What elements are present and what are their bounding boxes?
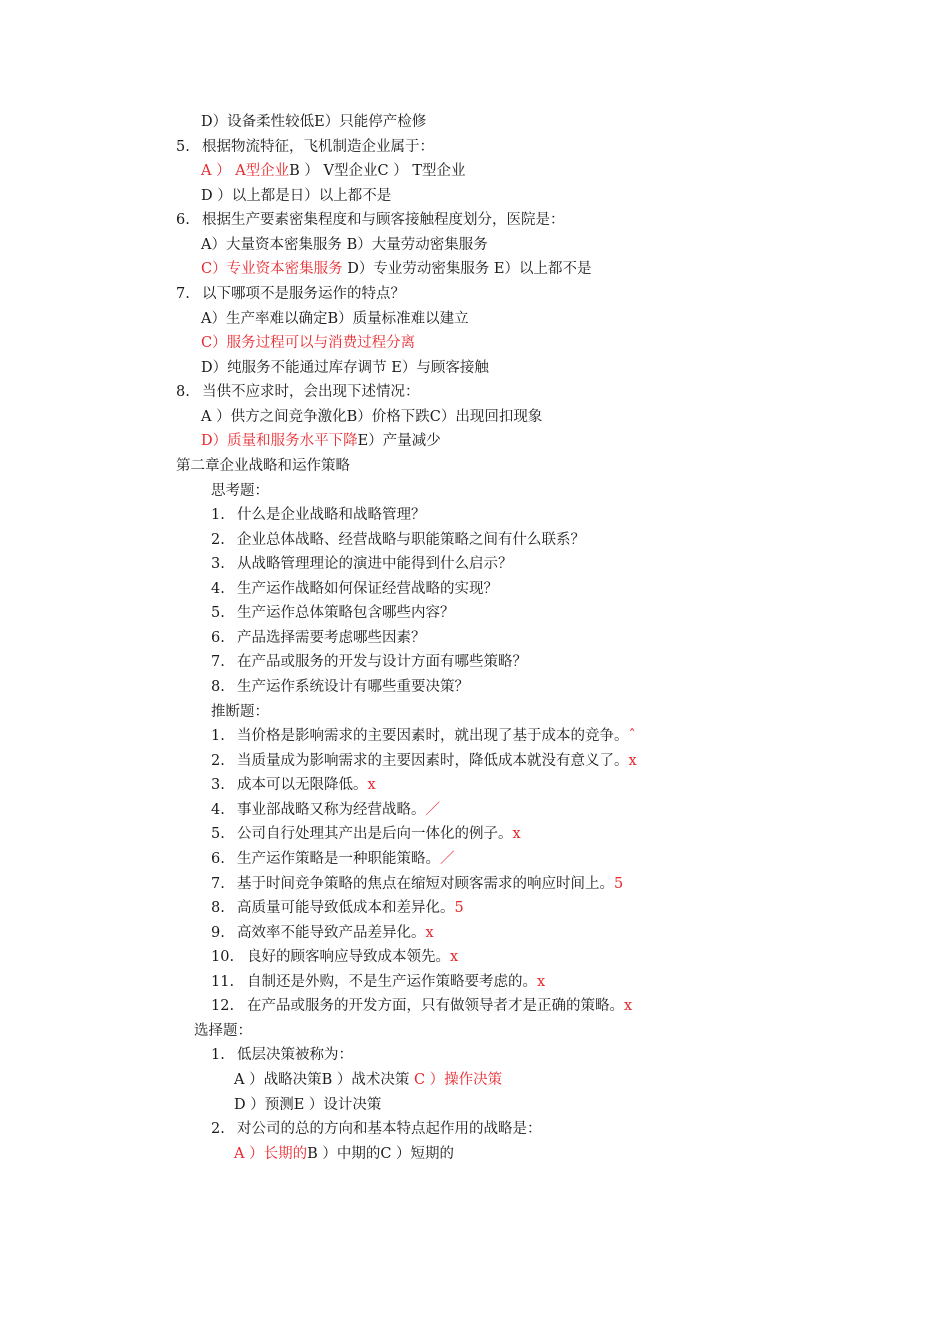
option-line [201,161,466,181]
question-text: 在产品或服务的开发方面，只有做领导者才是正确的策略。 [247,998,624,1014]
question-text: 根据物流特征，飞机制造企业属于： [202,139,434,155]
question-text: 当供不应求时，会出现下述情况： [202,384,420,400]
judgment-line [211,947,458,967]
option-line [201,112,426,132]
option-line [201,358,489,378]
question-text: 根据生产要素密集程度和与顾客接触程度划分，医院是： [202,212,565,228]
question-number: 2. [211,1121,225,1137]
question-line [211,579,498,599]
question-number: 5. [211,605,225,621]
answer-mark: 5 [454,900,464,916]
answer-mark: ／ [440,851,455,867]
answer-mark: 5 [614,876,624,892]
judgment-line [211,972,545,992]
section-heading [211,481,269,501]
option-text: A）大量资本密集服务 B）大量劳动密集服务 [201,237,488,253]
option-line [201,431,441,451]
option-text: A ）战略决策B ）战术决策 [234,1072,414,1088]
answer-mark: x [425,925,434,941]
question-text: 以下哪项不是服务运作的特点？ [202,286,405,302]
question-line [176,284,405,304]
option-line [201,333,415,353]
question-text: 自制还是外购，不是生产运作策略要考虑的。 [247,974,537,990]
judgment-line [211,824,521,844]
question-text: 产品选择需要考虑哪些因素？ [237,630,426,646]
question-number: 5. [176,139,190,155]
question-text: 生产运作策略是一种职能策略。 [237,851,440,867]
question-text: 当质量成为影响需求的主要因素时，降低成本就没有意义了。 [237,753,629,769]
question-number: 3. [211,777,225,793]
judgment-line [211,775,376,795]
question-number: 8. [211,900,225,916]
question-number: 2. [211,753,225,769]
question-line [211,1119,542,1139]
answer-mark: x [512,826,521,842]
question-number: 1. [211,1047,225,1063]
question-text: 从战略管理理论的演进中能得到什么启示？ [237,556,513,572]
question-number: 12. [211,998,235,1014]
chapter-title-text: 第二章企业战略和运作策略 [176,458,350,474]
question-text: 成本可以无限降低。 [237,777,368,793]
option-line [201,407,542,427]
option-text: D）专业劳动密集服务 E）以上都不是 [342,261,592,277]
question-line [211,677,469,697]
option-text: A）生产率难以确定B）质量标准难以建立 [201,311,469,327]
option-text: D ）以上都是日）以上都不是 [201,188,392,204]
question-text: 良好的顾客响应导致成本领先。 [247,949,450,965]
question-line [211,628,426,648]
option-text: D ）预测E ）设计决策 [234,1097,382,1113]
question-number: 8. [211,679,225,695]
question-line [176,382,420,402]
judgment-line [211,996,632,1016]
answer-mark: ／ [425,802,440,818]
question-text: 公司自行处理其产出是后向一体化的例子。 [237,826,513,842]
chapter-title [176,456,350,476]
question-number: 1. [211,728,225,744]
option-line [234,1070,502,1090]
option-text: B ）中期的C ）短期的 [307,1146,455,1162]
judgment-line [211,726,636,746]
judgment-line [211,874,623,894]
answer-mark: x [628,753,637,769]
option-text: B ） V型企业C ） T型企业 [289,163,466,179]
correct-answer: C）专业资本密集服务 [201,261,343,277]
option-line [201,309,469,329]
question-text: 事业部战略又称为经营战略。 [237,802,426,818]
option-line [234,1144,454,1164]
judgment-line [211,923,434,943]
option-text: D）纯服务不能通过库存调节 E）与顾客接触 [201,360,489,376]
question-line [211,652,527,672]
judgment-line [211,898,464,918]
option-text: A ）供方之间竞争激化B）价格下跌C）出现回扣现象 [201,409,543,425]
judgment-line [211,800,440,820]
question-text: 低层决策被称为： [237,1047,353,1063]
question-line [176,137,434,157]
question-text: 生产运作总体策略包含哪些内容？ [237,605,455,621]
question-number: 4. [211,581,225,597]
option-line [201,186,391,206]
question-text: 高效率不能导致产品差异化。 [237,925,426,941]
question-text: 什么是企业战略和战略管理？ [237,507,426,523]
question-number: 6. [176,212,190,228]
option-line [201,259,592,279]
question-number: 7. [176,286,190,302]
question-number: 6. [211,851,225,867]
question-number: 9. [211,925,225,941]
question-text: 对公司的总的方向和基本特点起作用的战略是： [237,1121,542,1137]
question-line [211,1045,353,1065]
correct-answer: A ） A型企业 [201,163,290,179]
answer-mark: x [537,974,546,990]
correct-answer: A ）长期的 [234,1146,308,1162]
section-heading-text: 推断题： [211,704,269,720]
question-text: 基于时间竞争策略的焦点在缩短对顾客需求的响应时间上。 [237,876,614,892]
correct-answer: C ）操作决策 [413,1072,503,1088]
judgment-line [211,849,455,869]
question-text: 高质量可能导致低成本和差异化。 [237,900,455,916]
question-number: 6. [211,630,225,646]
section-heading [211,702,269,722]
question-number: 8. [176,384,190,400]
question-number: 2. [211,532,225,548]
question-line [211,603,455,623]
question-line [211,505,426,525]
option-line [234,1095,381,1115]
answer-mark: x [450,949,459,965]
question-text: 在产品或服务的开发与设计方面有哪些策略？ [237,654,527,670]
correct-answer: C）服务过程可以与消费过程分离 [201,335,416,351]
question-number: 3. [211,556,225,572]
question-line [211,554,513,574]
option-text: E）产量减少 [357,433,441,449]
question-text: 当价格是影响需求的主要因素时，就出现了基于成本的竞争。 [237,728,629,744]
section-heading-text: 思考题： [211,483,269,499]
section-heading [194,1021,252,1041]
answer-mark: ˆ [628,728,636,744]
option-line [201,235,488,255]
question-number: 11. [211,974,235,990]
question-text: 生产运作战略如何保证经营战略的实现？ [237,581,498,597]
correct-answer: D）质量和服务水平下降 [201,433,358,449]
judgment-line [211,751,637,771]
question-line [211,530,585,550]
question-number: 4. [211,802,225,818]
question-number: 10. [211,949,235,965]
question-text: 企业总体战略、经营战略与职能策略之间有什么联系？ [237,532,585,548]
option-text: D）设备柔性较低E）只能停产检修 [201,114,427,130]
question-number: 7. [211,654,225,670]
answer-mark: x [367,777,376,793]
question-line [176,210,565,230]
section-heading-text: 选择题： [194,1023,252,1039]
question-number: 1. [211,507,225,523]
answer-mark: x [624,998,633,1014]
question-number: 5. [211,826,225,842]
question-number: 7. [211,876,225,892]
question-text: 生产运作系统设计有哪些重要决策？ [237,679,469,695]
